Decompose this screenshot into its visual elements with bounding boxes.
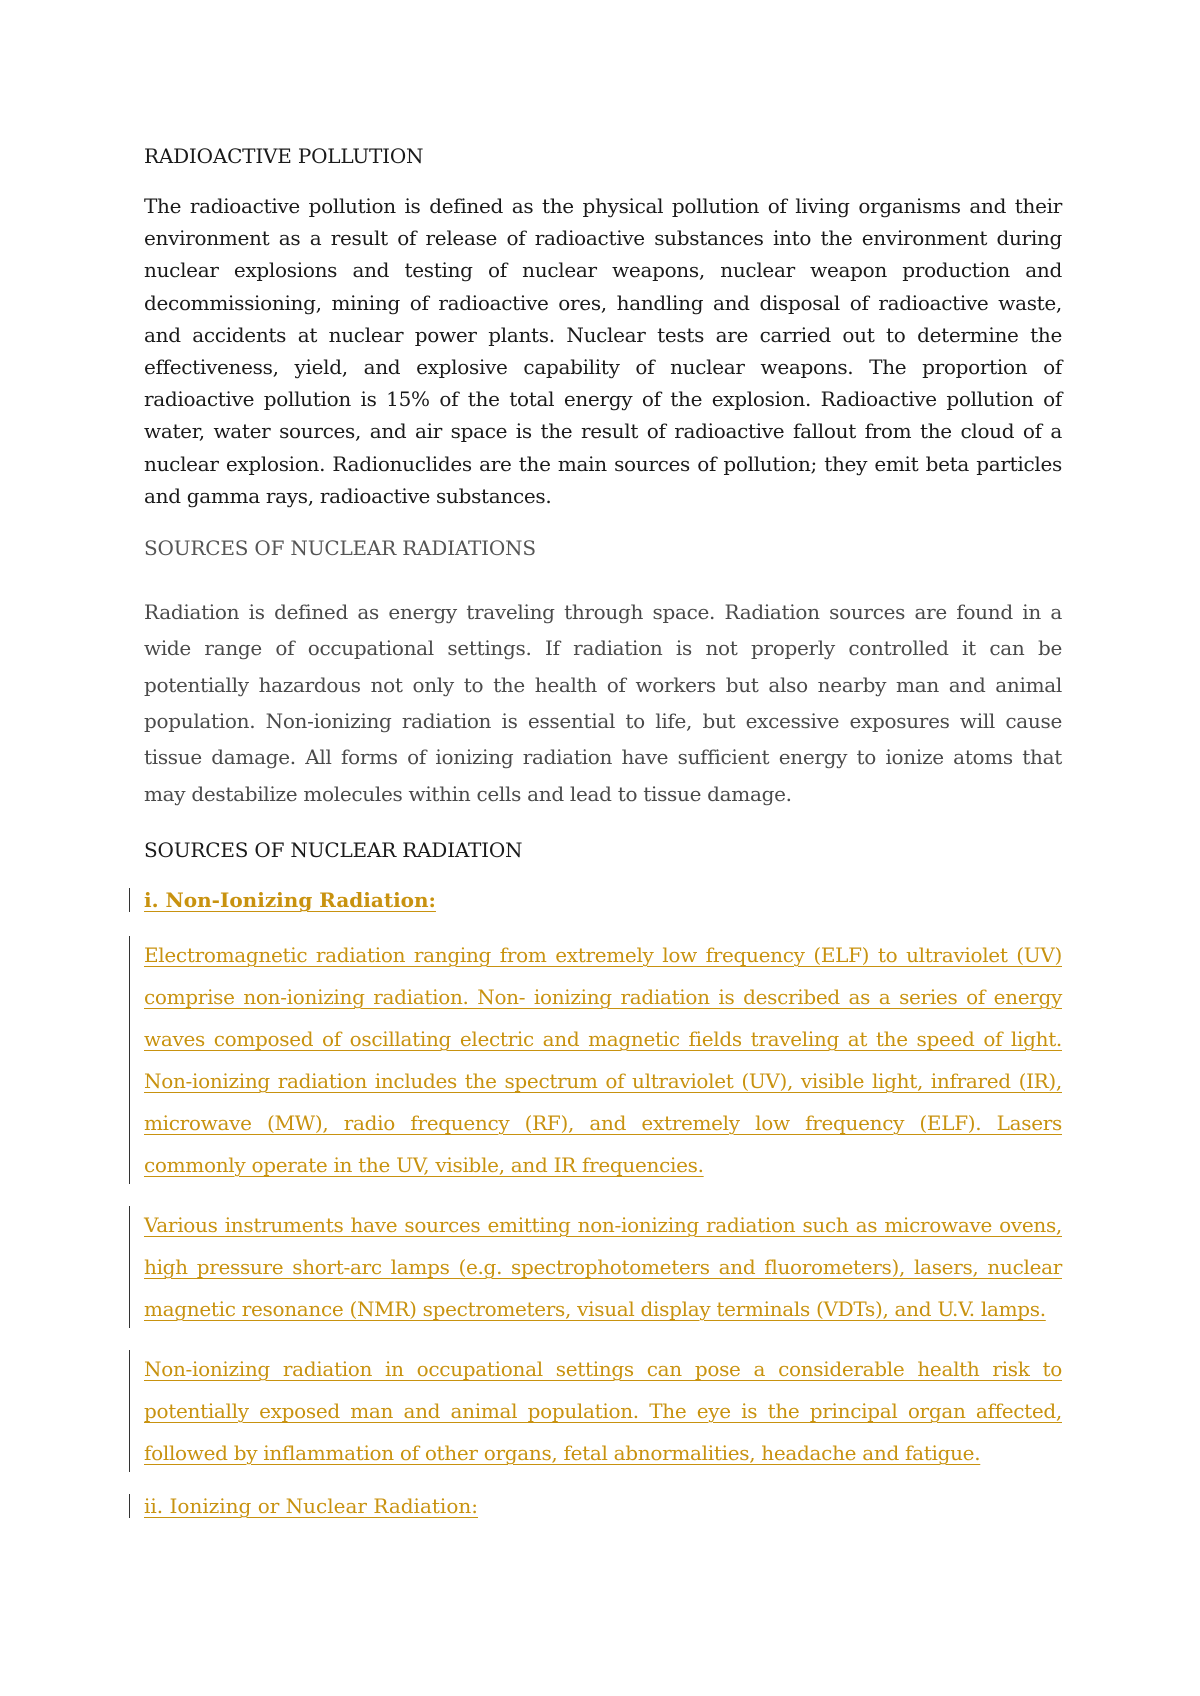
section-title-sources-of-nuclear-radiations: SOURCES OF NUCLEAR RADIATIONS xyxy=(144,536,536,561)
subheading-non-ionizing-radiation: i. Non-Ionizing Radiation: xyxy=(144,887,436,912)
change-bar xyxy=(129,1494,130,1518)
tracked-change-block xyxy=(144,934,1062,1186)
section-title-sources-of-nuclear-radiation: SOURCES OF NUCLEAR RADIATION xyxy=(144,837,523,862)
change-bar xyxy=(129,936,130,1184)
change-bar xyxy=(129,1350,130,1472)
paragraph-non-ionizing-instruments: Various instruments have sources emitting non-ionizing radiation such as microwave ovens, high pressure short-arc lamps (e.g. spectrophotometers and fluorometers), lasers, nuclear magnetic resonance (NMR) spectrometers, visual display terminals (VDTs), and U.V. lamps. xyxy=(144,1212,1062,1321)
tracked-change-block xyxy=(144,1348,1062,1474)
section-title-radioactive-pollution: RADIOACTIVE POLLUTION xyxy=(144,144,424,168)
paragraph-radioactive-pollution: The radioactive pollution is defined as the physical pollution of living organisms and their environment as a result of release of radioactive substances into the environment during nuclear explosions and testing of nuclear weapons, nuclear weapon production and decommissioning, mining of radioactive ores, handling and disposal of radioactive waste, and accidents at nuclear power plants. Nuclear tests are carried out to determine the effectiveness, yield, and explosive capability of nuclear weapons. The proportion of radioactive pollution is 15% of the total energy of the explosion. Radioactive pollution of water, water sources, and air space is the result of radioactive fallout from the cloud of a nuclear explosion. Radionuclides are the main sources of pollution; they emit beta particles and gamma rays, radioactive substances. xyxy=(144,194,1062,508)
paragraph-non-ionizing-health-risk: Non-ionizing radiation in occupational settings can pose a considerable health risk to potentially exposed man and animal population. The eye is the principal organ affected, followed by inflammation of other organs, fetal abnormalities, headache and fatigue. xyxy=(144,1356,1062,1465)
change-bar xyxy=(129,1206,130,1328)
subheading-ionizing-radiation: ii. Ionizing or Nuclear Radiation: xyxy=(144,1493,478,1518)
tracked-change-block xyxy=(144,1492,1062,1520)
tracked-change-block xyxy=(144,886,1062,914)
tracked-change-block xyxy=(144,1204,1062,1330)
change-bar xyxy=(129,888,130,912)
paragraph-sources-of-nuclear-radiations: Radiation is defined as energy traveling through space. Radiation sources are found in a wide range of occupational settings. If radiation is not properly controlled it can be potentially hazardous not only to the health of workers but also nearby man and animal population. Non-ionizing radiation is essential to life, but excessive exposures will cause tissue damage. All forms of ionizing radiation have sufficient energy to ionize atoms that may destabilize molecules within cells and lead to tissue damage. xyxy=(144,600,1062,806)
document-body xyxy=(144,142,1062,1520)
paragraph-non-ionizing-definition: Electromagnetic radiation ranging from extremely low frequency (ELF) to ultraviolet (UV) comprise non-ionizing radiation. Non- ionizing radiation is described as a series of energy waves composed of oscillating electric and magnetic fields traveling at the speed of light. Non-ionizing radiation includes the spectrum of ultraviolet (UV), visible light, infrared (IR), microwave (MW), radio frequency (RF), and extremely low frequency (ELF). Lasers commonly operate in the UV, visible, and IR frequencies. xyxy=(144,942,1062,1177)
